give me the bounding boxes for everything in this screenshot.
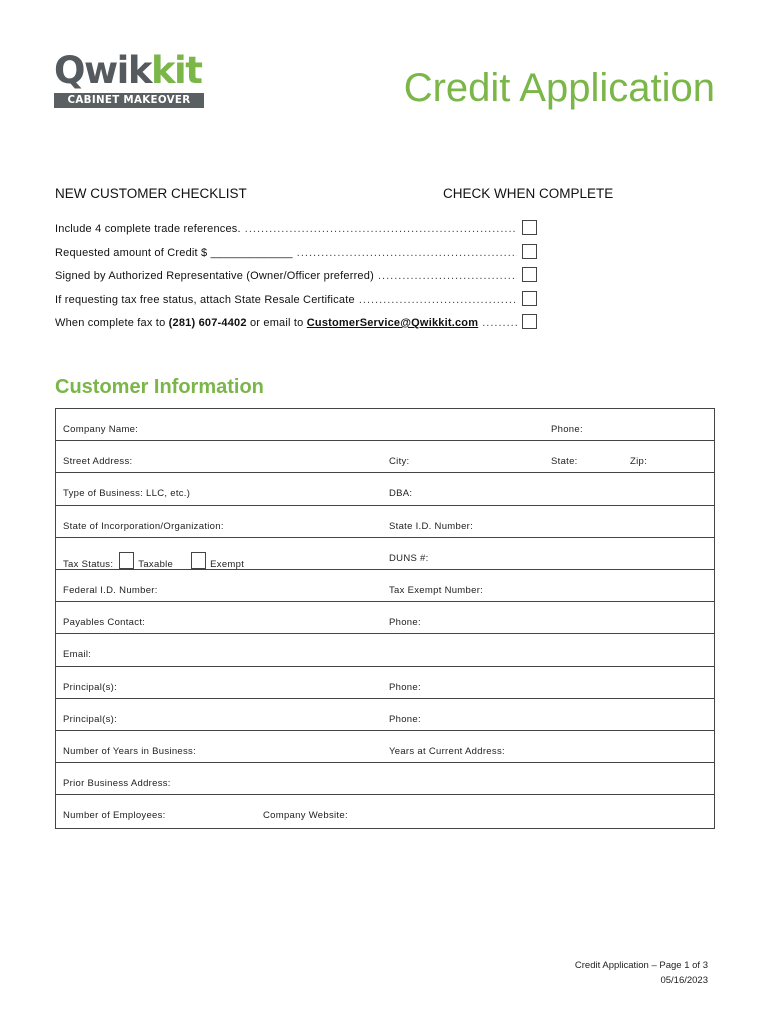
checklist-item bbox=[55, 265, 537, 289]
fax-number: (281) 607-4402 bbox=[168, 317, 247, 329]
customer-information-form bbox=[55, 408, 715, 829]
federal-id-field[interactable]: Federal I.D. Number: bbox=[63, 584, 158, 596]
form-row bbox=[56, 602, 714, 634]
checklist-item-text bbox=[55, 317, 517, 329]
company-name-field[interactable]: Company Name: bbox=[63, 424, 139, 435]
checklist-checkbox[interactable] bbox=[522, 314, 537, 329]
qwikkit-logo bbox=[54, 49, 206, 121]
form-row bbox=[56, 731, 714, 763]
form-row bbox=[56, 699, 714, 731]
checklist-item bbox=[55, 312, 537, 336]
email-field[interactable]: Email: bbox=[63, 649, 92, 661]
duns-field[interactable]: DUNS #: bbox=[389, 552, 429, 564]
city-field[interactable]: City: bbox=[389, 456, 410, 468]
checklist-item-text: Include 4 complete trade references. ..... bbox=[55, 223, 517, 235]
logo-wordmark bbox=[54, 50, 206, 92]
form-row bbox=[56, 538, 714, 570]
tax-status-group bbox=[63, 552, 244, 570]
logo-tagline: CABINET MAKEOVER KITS bbox=[54, 93, 204, 108]
payables-phone-field[interactable]: Phone: bbox=[389, 617, 421, 629]
form-row bbox=[56, 667, 714, 699]
years-at-address-field[interactable]: Years at Current Address: bbox=[389, 745, 505, 757]
form-row bbox=[56, 473, 714, 505]
exempt-checkbox[interactable] bbox=[191, 552, 206, 569]
prior-business-address-field[interactable]: Prior Business Address: bbox=[63, 778, 171, 790]
checklist-item bbox=[55, 289, 537, 313]
checklist-item bbox=[55, 242, 537, 266]
principal-field[interactable]: Principal(s): bbox=[63, 713, 118, 725]
zip-field[interactable]: Zip: bbox=[630, 456, 648, 468]
form-row bbox=[56, 763, 714, 795]
check-when-complete-heading: CHECK WHEN COMPLETE bbox=[443, 186, 614, 201]
checklist-checkbox[interactable] bbox=[522, 220, 537, 235]
number-of-employees-field[interactable]: Number of Employees: bbox=[63, 810, 166, 822]
customer-information-title: Customer Information bbox=[55, 376, 264, 398]
street-address-field[interactable]: Street Address: bbox=[63, 456, 133, 468]
dba-field[interactable]: DBA: bbox=[389, 488, 413, 500]
checklist-item-text: Requested amount of Credit $ _____________ ..... bbox=[55, 247, 517, 259]
checklist-heading: NEW CUSTOMER CHECKLIST bbox=[55, 186, 247, 201]
logo-word-gray: Qwik bbox=[54, 49, 151, 92]
tax-status-label: Tax Status: bbox=[63, 558, 114, 570]
form-row bbox=[56, 441, 714, 473]
taxable-checkbox[interactable] bbox=[119, 552, 134, 569]
form-row bbox=[56, 795, 714, 827]
document-title: Credit Application bbox=[403, 66, 715, 110]
state-field[interactable]: State: bbox=[551, 456, 578, 468]
form-row bbox=[56, 409, 714, 441]
page-number: Credit Application – Page 1 of 3 bbox=[574, 960, 708, 971]
exempt-label: Exempt bbox=[210, 558, 245, 570]
form-row bbox=[56, 506, 714, 538]
principal-phone-field[interactable]: Phone: bbox=[389, 681, 421, 693]
checklist-checkbox[interactable] bbox=[522, 244, 537, 259]
checklist-checkbox[interactable] bbox=[522, 291, 537, 306]
logo-word-green: kit bbox=[150, 49, 202, 92]
taxable-label: Taxable bbox=[138, 558, 174, 570]
form-row bbox=[56, 570, 714, 602]
state-of-incorporation-field[interactable]: State of Incorporation/Organization: bbox=[63, 520, 224, 532]
page-footer bbox=[575, 958, 708, 988]
years-in-business-field[interactable]: Number of Years in Business: bbox=[63, 745, 197, 757]
form-row bbox=[56, 634, 714, 666]
email-link[interactable]: CustomerService@Qwikkit.com bbox=[306, 317, 479, 329]
tax-exempt-number-field[interactable]: Tax Exempt Number: bbox=[389, 584, 484, 596]
principal-phone-field[interactable]: Phone: bbox=[389, 713, 421, 725]
fax-prefix: When complete fax to bbox=[55, 317, 169, 329]
state-id-number-field[interactable]: State I.D. Number: bbox=[389, 520, 474, 532]
email-prefix: or email to bbox=[246, 317, 307, 329]
type-of-business-field[interactable]: Type of Business: LLC, etc.) bbox=[63, 488, 191, 500]
checklist-item-text: If requesting tax free status, attach State Resale Certificate ..... bbox=[55, 294, 517, 306]
checklist-item-text: Signed by Authorized Representative (Owner/Officer preferred) ..... bbox=[55, 270, 517, 282]
checklist-item bbox=[55, 218, 537, 242]
phone-field[interactable]: Phone: bbox=[551, 424, 583, 435]
customer-checklist bbox=[55, 218, 537, 336]
principal-field[interactable]: Principal(s): bbox=[63, 681, 118, 693]
checklist-checkbox[interactable] bbox=[522, 267, 537, 282]
revision-date: 05/16/2023 bbox=[660, 975, 708, 986]
company-website-field[interactable]: Company Website: bbox=[263, 810, 348, 822]
payables-contact-field[interactable]: Payables Contact: bbox=[63, 617, 146, 629]
